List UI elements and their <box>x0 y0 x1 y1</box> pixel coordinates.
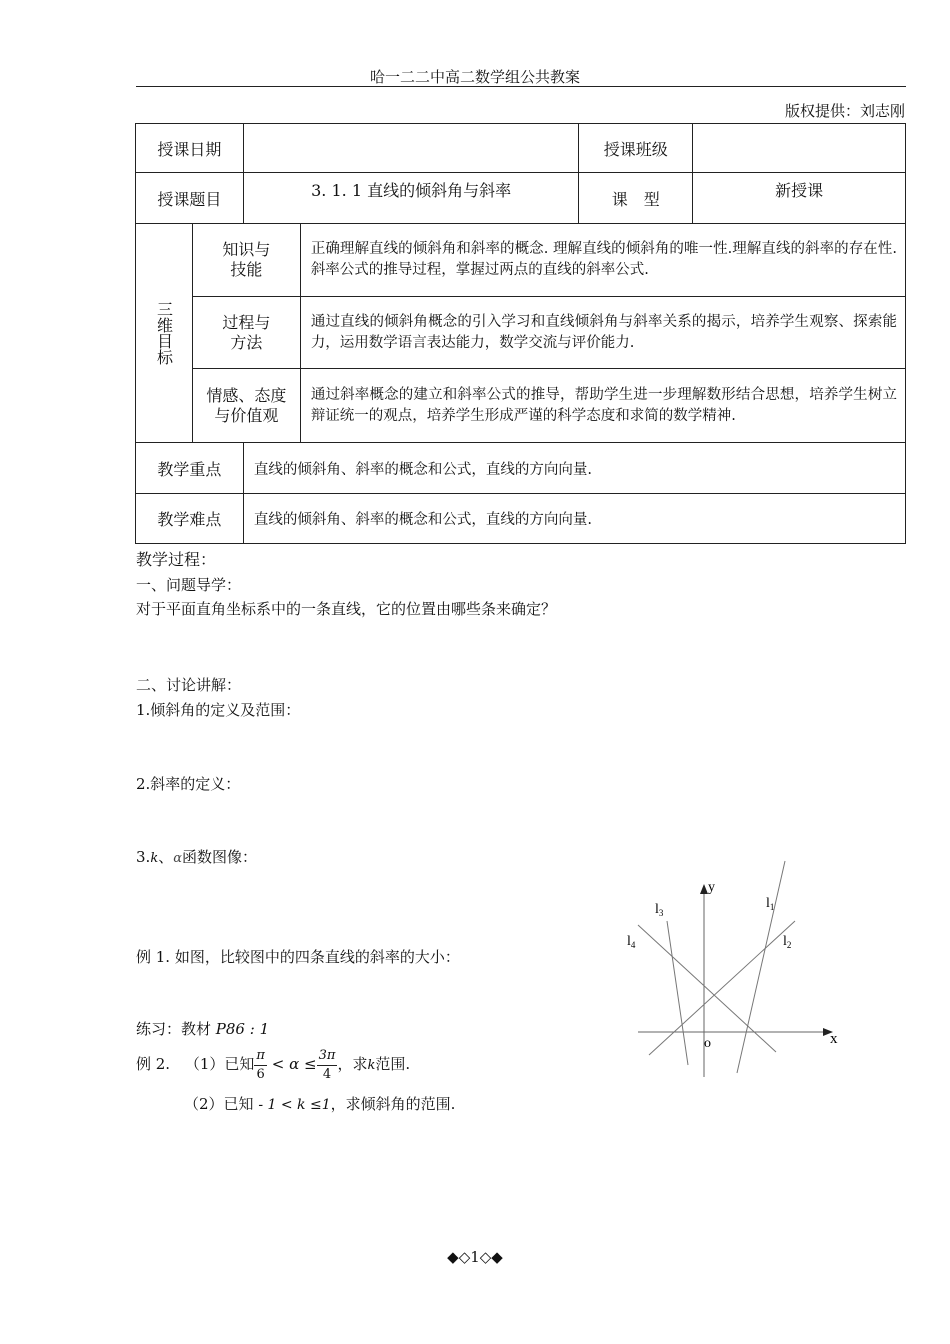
key-point-text: 直线的倾斜角、斜率的概念和公式，直线的方向向量. <box>243 443 905 494</box>
date-value <box>243 124 579 173</box>
item3-suffix: 函数图像： <box>182 848 258 866</box>
line-l3 <box>667 921 688 1065</box>
key-point-label: 教学重点 <box>136 443 244 494</box>
alpha-symbol: α <box>289 1055 300 1073</box>
goal-label-line2: 与价值观 <box>214 405 279 425</box>
process-heading: 教学过程： <box>136 550 217 569</box>
copyright-note: 版权提供：刘志刚 <box>784 102 905 120</box>
section1-heading: 一、问题导学： <box>136 576 242 594</box>
section2-heading: 二、讨论讲解： <box>136 676 242 694</box>
goal-text-process: 通过直线的倾斜角概念的引入学习和直线倾斜角与斜率关系的揭示，培养学生观察、探索能力，运用数学语言表达能力，数学交流与评价能力. <box>300 297 905 369</box>
topic-label: 授课题目 <box>136 173 244 224</box>
fraction-3pi-over-4 <box>317 1047 338 1084</box>
item3-sep: 、 <box>158 848 174 866</box>
goal-label-line1: 知识与 <box>222 240 271 259</box>
item3-prefix: 3. <box>136 848 151 866</box>
slope-figure <box>620 855 850 1085</box>
example2-part1-suffix: ，求 <box>337 1055 368 1073</box>
x-axis-label: x <box>830 1031 838 1047</box>
item3-k: k <box>150 851 159 866</box>
difficult-point-label: 教学难点 <box>136 494 244 544</box>
goal-label-attitude <box>192 369 300 443</box>
goal-label-process <box>192 297 300 369</box>
line-label-l1: $l_1$ <box>766 896 775 912</box>
practice-ref: P86 : 1 <box>215 1020 270 1038</box>
goals-label: 三维目标 <box>154 301 174 365</box>
example2-part1-end: 范围. <box>375 1055 411 1073</box>
fraction-pi-over-6 <box>254 1047 267 1084</box>
fraction-denominator: 6 <box>256 1066 265 1082</box>
class-label: 授课班级 <box>579 124 693 173</box>
example2-part1 <box>136 1046 410 1084</box>
goal-label-line1: 情感、态度 <box>206 385 287 405</box>
line-l4 <box>638 925 776 1052</box>
goal-text-knowledge: 正确理解直线的倾斜角和斜率的概念. 理解直线的倾斜角的唯一性.理解直线的斜率的存在性.斜率公式的推导过程，掌握过两点的直线的斜率公式. <box>300 224 905 297</box>
example1-text: 例 1. 如图，比较图中的四条直线的斜率的大小： <box>136 948 460 966</box>
type-label: 课 型 <box>579 173 693 224</box>
item3-alpha: α <box>173 851 182 866</box>
less-equal-sign: ≤ <box>304 1055 317 1073</box>
k-symbol: k <box>367 1058 376 1073</box>
page-header-title: 哈一二二中高二数学组公共教案 <box>369 68 580 86</box>
example2-part2-prefix: （2）已知 <box>184 1095 254 1113</box>
y-axis-label: y <box>708 880 715 895</box>
line-label-l3: $l_3$ <box>655 902 664 918</box>
fraction-numerator: 3π <box>317 1047 338 1066</box>
practice-line <box>136 1018 269 1039</box>
example2-part2-math: - 1 < k ≤1 <box>258 1097 331 1113</box>
goal-label-line2: 技能 <box>230 260 263 279</box>
lesson-info-table <box>135 123 906 544</box>
goal-label-line2: 方法 <box>230 332 263 352</box>
goal-text-attitude: 通过斜率概念的建立和斜率公式的推导，帮助学生进一步理解数形结合思想，培养学生树立辩证统一的观点，培养学生形成严谨的科学态度和求简的数学精神. <box>300 369 905 443</box>
type-value: 新授课 <box>693 173 906 224</box>
example2-label: 例 2. <box>136 1055 171 1073</box>
less-than-sign: < <box>271 1055 285 1073</box>
difficult-point-text: 直线的倾斜角、斜率的概念和公式，直线的方向向量. <box>243 494 905 544</box>
example2-part2-suffix: ，求倾斜角的范围. <box>330 1095 456 1113</box>
example2-part2 <box>184 1093 455 1114</box>
example2-part1-prefix: （1）已知 <box>184 1055 255 1073</box>
header-rule <box>136 86 906 87</box>
origin-label: o <box>704 1036 711 1051</box>
line-label-l2: $l_2$ <box>783 934 792 950</box>
topic-value: 3. 1. 1 直线的倾斜角与斜率 <box>243 173 579 224</box>
page-footer: ◆◇1◇◆ <box>447 1248 503 1266</box>
line-l2 <box>649 921 795 1055</box>
item2-text: 2.斜率的定义： <box>136 775 241 793</box>
class-value <box>693 124 906 173</box>
goals-label-cell <box>136 224 193 443</box>
item1-text: 1.倾斜角的定义及范围： <box>136 701 301 719</box>
item3-text <box>136 846 257 867</box>
fraction-numerator: π <box>254 1047 267 1066</box>
goal-label-line1: 过程与 <box>222 312 271 332</box>
fraction-denominator: 4 <box>322 1066 332 1082</box>
question-text: 对于平面直角坐标系中的一条直线，它的位置由哪些条来确定？ <box>136 600 557 618</box>
goal-label-knowledge <box>192 224 300 297</box>
date-label: 授课日期 <box>136 124 244 173</box>
line-label-l4: $l_4$ <box>627 934 636 950</box>
practice-label: 练习：教材 <box>136 1020 212 1038</box>
